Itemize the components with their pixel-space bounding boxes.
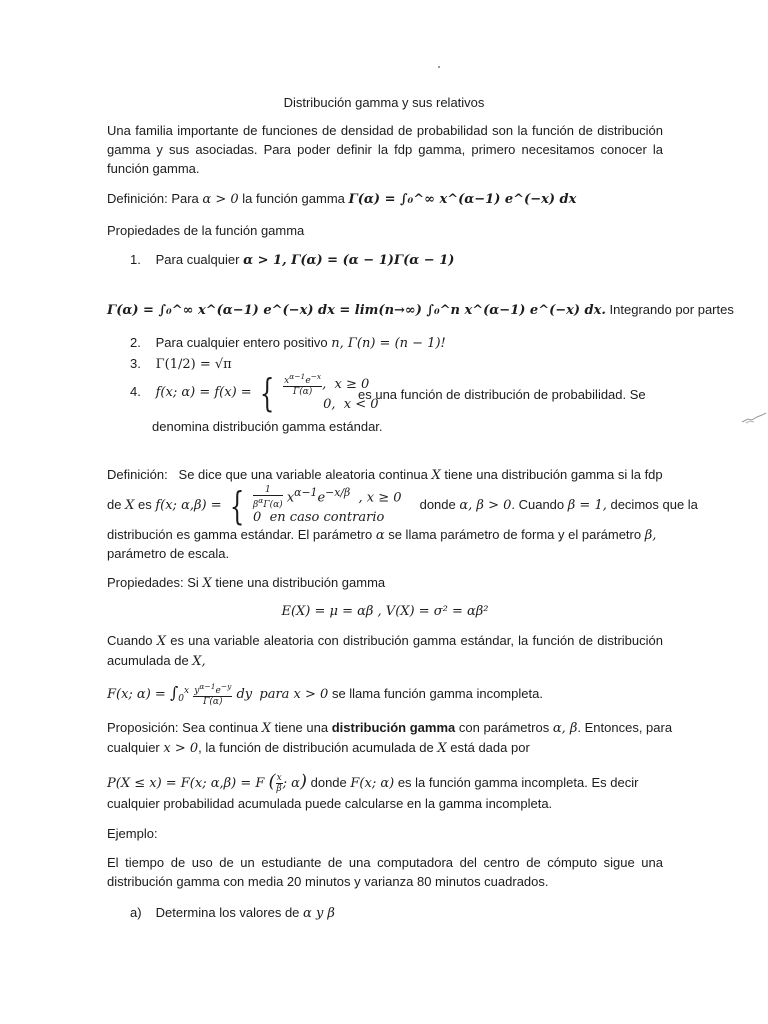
property-4 — [130, 370, 663, 434]
properties-text-2: tiene una distribución gamma — [215, 575, 386, 590]
proposition-text-7: está dada por — [450, 740, 530, 755]
property-4-text-line2: denomina distribución gamma estándar. — [152, 419, 383, 434]
proposition-text-9: cualquier probabilidad acumulada puede calcularse en la gamma incompleta. — [107, 796, 553, 811]
definition-2-text-8: se llama parámetro de forma y el parámetro — [388, 527, 642, 542]
properties-heading: Propiedades de la función gamma — [107, 223, 305, 238]
definition-2-text-7: distribución es gamma estándar. El parámetro — [107, 527, 373, 542]
proof-line — [107, 300, 734, 320]
proposition-label: Proposición: — [107, 720, 179, 735]
cuando-text: Cuando — [107, 633, 153, 648]
property-4-text-line1: es una función de distribución de probabilidad. Se — [358, 387, 646, 402]
proposition-text-6: , la función de distribución acumulada de — [198, 740, 434, 755]
definition-text-2: la función gamma — [242, 191, 345, 206]
proposition-text-8: es la función gamma incompleta. Es decir — [397, 775, 639, 790]
alpha-beta: α, β — [552, 721, 578, 736]
definition-gamma-function — [107, 189, 663, 209]
property-1 — [130, 250, 686, 270]
gamma-function-formula: Γ(α) = ∫₀^∞ x^(α−1) e^(−x) dx — [348, 192, 577, 207]
item-a — [130, 903, 686, 923]
speck — [438, 66, 440, 68]
proposition-text-2: tiene una — [274, 720, 329, 735]
proposition-paragraph — [107, 718, 673, 813]
variable-x-6: X — [261, 721, 271, 736]
definition-2-text-4: es — [137, 497, 152, 513]
definition-condition: α > 0 — [202, 192, 239, 207]
properties-text: Si — [187, 575, 199, 590]
properties-label: Propiedades: — [107, 575, 184, 590]
proposition-bold: distribución gamma — [331, 720, 456, 735]
property-2-number: 2. — [130, 335, 141, 350]
where-text: donde — [419, 497, 456, 513]
cases-brace-2: { — [230, 483, 245, 528]
variable-x-7: X — [437, 741, 447, 756]
property-1-number: 1. — [130, 252, 141, 267]
definition-text: Para — [171, 191, 199, 206]
property-3-number: 3. — [130, 356, 141, 371]
definition-2-text-2: tiene una distribución gamma si la fdp — [444, 467, 663, 482]
proposition-text: Sea continua — [182, 720, 259, 735]
property-2 — [130, 333, 686, 353]
property-1-formula: α > 1, Γ(α) = (α − 1)Γ(α − 1) — [243, 253, 455, 268]
property-2-formula: n, Γ(n) = (n − 1)! — [331, 336, 446, 351]
proposition-where: donde — [310, 775, 347, 790]
otherwise-text: en caso contrario — [269, 510, 385, 526]
proposition-text-3: con parámetros — [458, 720, 550, 735]
cuando-text-2: es una variable aleatoria con distribución gamma estándar, la función de distribución acumulada de — [107, 633, 663, 668]
proposition-text-5: cualquier — [107, 740, 160, 755]
incomplete-text: se llama función gamma incompleta. — [331, 686, 543, 701]
item-a-label: a) — [130, 905, 142, 920]
proposition-condition: x > 0 — [163, 741, 199, 756]
definition-label: Definición: — [107, 191, 168, 206]
beta-equals-one: β = 1, — [567, 498, 607, 514]
intro-paragraph: Una familia importante de funciones de densidad de probabilidad son la función de distribución gamma y sus asociadas. Para poder definir la fdp gamma, primero necesitamos conocer la función gamma. — [107, 123, 663, 176]
variable-x-2: X — [125, 498, 135, 514]
variable-x-4: X — [156, 634, 167, 649]
margin-scribble — [740, 408, 768, 426]
variable-x: X — [431, 468, 441, 483]
definition-2-text-3: de — [107, 497, 122, 513]
incomplete-condition: para x > 0 — [259, 687, 329, 702]
item-a-math: α y β — [303, 906, 335, 921]
property-2-text: Para cualquier entero positivo — [155, 335, 328, 350]
gamma-pdf-lhs: f(x; α,β) = — [155, 498, 222, 514]
incomplete-ref: F(x; α) — [350, 776, 395, 791]
proof-text: Integrando por partes — [609, 302, 734, 317]
gamma-pdf-cases: $\frac{1}{\beta^\alpha\Gamma(\alpha)}$ $x^{\alpha-1}e^{-x/\beta}$ , x ≥ 0 0 en caso contrario — [253, 485, 402, 526]
proof-formula: Γ(α) = ∫₀^∞ x^(α−1) e^(−x) dx = lim(n→∞) ∫₀^n x^(α−1) e^(−x) dx. — [107, 303, 606, 318]
example-label: Ejemplo: — [107, 826, 158, 841]
page-title: Distribución gamma y sus relativos — [283, 95, 485, 110]
incomplete-gamma-formula: F(x; $\alpha) = \int_0^x$ $\frac{y^{\alpha-1}e^{-y}}{\Gamma(\alpha)}$ dy — [107, 682, 253, 707]
definition-gamma-distribution — [107, 465, 698, 561]
definition-2-label: Definición: — [107, 467, 168, 482]
cuando-paragraph — [107, 631, 663, 671]
definition-2-text-9: parámetro de escala. — [107, 546, 230, 561]
cdf-formula: P(X ≤ x) = F(x; α,β) = F ( $\frac{x}{\beta}$ ; α) — [107, 771, 307, 794]
parameter-condition: α, β > 0 — [459, 498, 512, 514]
incomplete-gamma-line — [107, 682, 663, 709]
properties-line — [107, 573, 663, 593]
property-1-text: Para cualquier — [155, 252, 240, 267]
moments-formula: E(X) = μ = αβ , V(X) = σ² = αβ² — [281, 604, 489, 619]
proposition-text-4: . Entonces, para — [577, 720, 673, 735]
item-a-text: Determina los valores de — [155, 905, 300, 920]
variable-x-3: X — [202, 576, 212, 591]
example-text: El tiempo de uso de un estudiante de una computadora del centro de cómputo sigue una distribución gamma con media 20 minutos y varianza 80 minutos cuadrados. — [107, 855, 663, 889]
variable-x-5: X, — [192, 654, 206, 669]
definition-2-text-5: . Cuando — [511, 497, 565, 513]
beta-symbol: β, — [644, 528, 657, 543]
definition-2-text-6: decimos que la — [610, 497, 698, 513]
cases-brace: { — [260, 370, 275, 415]
definition-2-text: Se dice que una variable aleatoria continua — [178, 467, 428, 482]
property-3-formula: Γ(1/2) = √π — [155, 357, 232, 372]
standard-gamma-cases: $\frac{x^{\alpha-1}e^{-x}}{\Gamma(\alpha)}$ , x ≥ 0 0, x < 0 — [284, 372, 379, 412]
property-4-number: 4. — [130, 383, 141, 399]
alpha-symbol: α — [375, 528, 385, 543]
property-3 — [130, 354, 686, 374]
property-4-lhs: f(x; α) = f(x) = — [155, 384, 252, 400]
